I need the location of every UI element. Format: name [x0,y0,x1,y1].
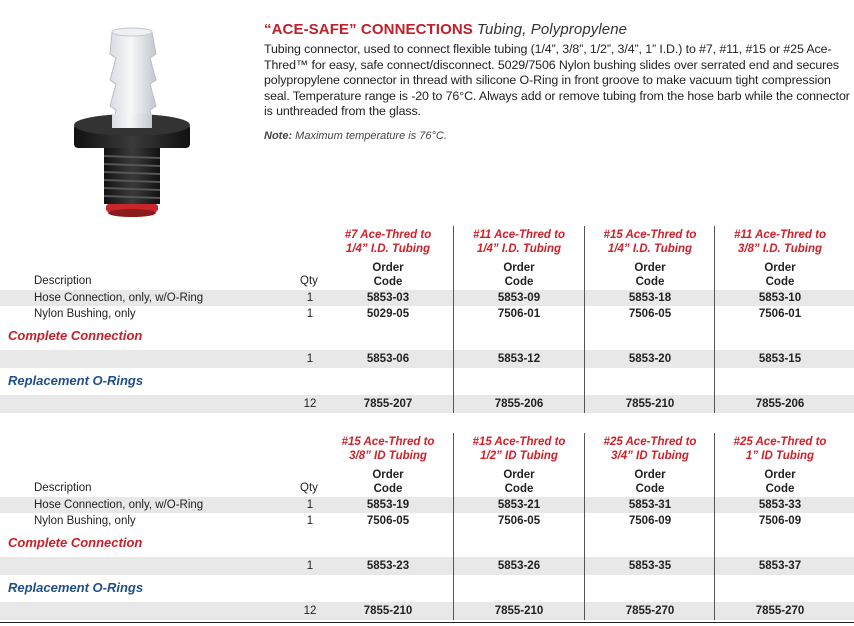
column-header: #7 Ace-Thred to 1/4” I.D. Tubing [344,229,432,255]
complete-connection-row: 1 5853-23 5853-26 5853-35 5853-37 [0,557,854,575]
column-divider [453,226,454,413]
column-header: #11 Ace-Thred to 1/4” I.D. Tubing [472,229,566,255]
product-note [264,130,852,142]
order-code-header: Order Code [372,469,404,495]
column-header: #25 Ace-Thred to 3/4” ID Tubing [603,436,697,462]
order-code-header: Order Code [634,262,666,288]
order-code-header: Order Code [634,469,666,495]
order-code-header: Order Code [503,262,535,288]
qty-header: Qty [300,482,318,494]
column-header: #15 Ace-Thred to 1/4” I.D. Tubing [603,229,697,255]
bottom-rule [0,622,854,623]
product-description: Tubing connector, used to connect flexible tubing (1/4”, 3/8”, 1/2”, 3/4”, 1” I.D.) to #7, #11, #15 or #25 Ace-Thred™ for easy, safe connect/disconnect. 5029/7506 Nylon bushing slides over serrated end and secures polypropylene connector in thread with silicone O-Ring in front groove to make vacuum tight compression seal. Temperature range is -20 to 76°C. Always add or remove tubing from the hose barb while the connector is unthreaded from the glass. [264,42,850,118]
column-header: #25 Ace-Thred to 1” ID Tubing [733,436,827,462]
product-header [264,20,852,142]
column-divider [584,226,585,413]
column-divider [453,433,454,620]
replacement-orings-heading: Replacement O-Rings [8,373,144,388]
column-header: #15 Ace-Thred to 1/2” ID Tubing [472,436,566,462]
order-code-header: Order Code [764,262,796,288]
product-image [60,18,210,228]
note-text: Maximum temperature is 76°C. [295,129,447,142]
product-title [264,20,852,40]
complete-connection-row: 1 5853-06 5853-12 5853-20 5853-15 [0,350,854,368]
complete-connection-heading: Complete Connection [8,535,143,550]
title-text: “ACE-SAFE” CONNECTIONS [264,21,473,38]
note-label: Note: [264,129,293,142]
table-row: Nylon Bushing, only 1 5029-05 7506-01 7506-05 7506-01 [34,308,802,320]
description-header: Description [34,275,92,287]
column-header: #15 Ace-Thred to 3/8” ID Tubing [341,436,435,462]
table-row: Nylon Bushing, only 1 7506-05 7506-05 7506-09 7506-09 [34,515,802,527]
table-row: Hose Connection, only, w/O-Ring 1 5853-19 5853-21 5853-31 5853-33 [0,497,854,513]
column-divider [714,226,715,413]
replacement-orings-row: 12 7855-210 7855-210 7855-270 7855-270 [0,602,854,620]
qty-header: Qty [300,275,318,287]
complete-connection-heading: Complete Connection [8,328,143,343]
title-subtitle: Tubing, Polypropylene [476,21,628,38]
order-code-header: Order Code [372,262,404,288]
replacement-orings-heading: Replacement O-Rings [8,580,144,595]
order-code-header: Order Code [764,469,796,495]
column-divider [714,433,715,620]
column-divider [584,433,585,620]
table-row: Hose Connection, only, w/O-Ring 1 5853-03 5853-09 5853-18 5853-10 [0,290,854,306]
column-header: #11 Ace-Thred to 3/8” I.D. Tubing [733,229,827,255]
order-code-header: Order Code [503,469,535,495]
replacement-orings-row: 12 7855-207 7855-206 7855-210 7855-206 [0,395,854,413]
description-header: Description [34,482,92,494]
